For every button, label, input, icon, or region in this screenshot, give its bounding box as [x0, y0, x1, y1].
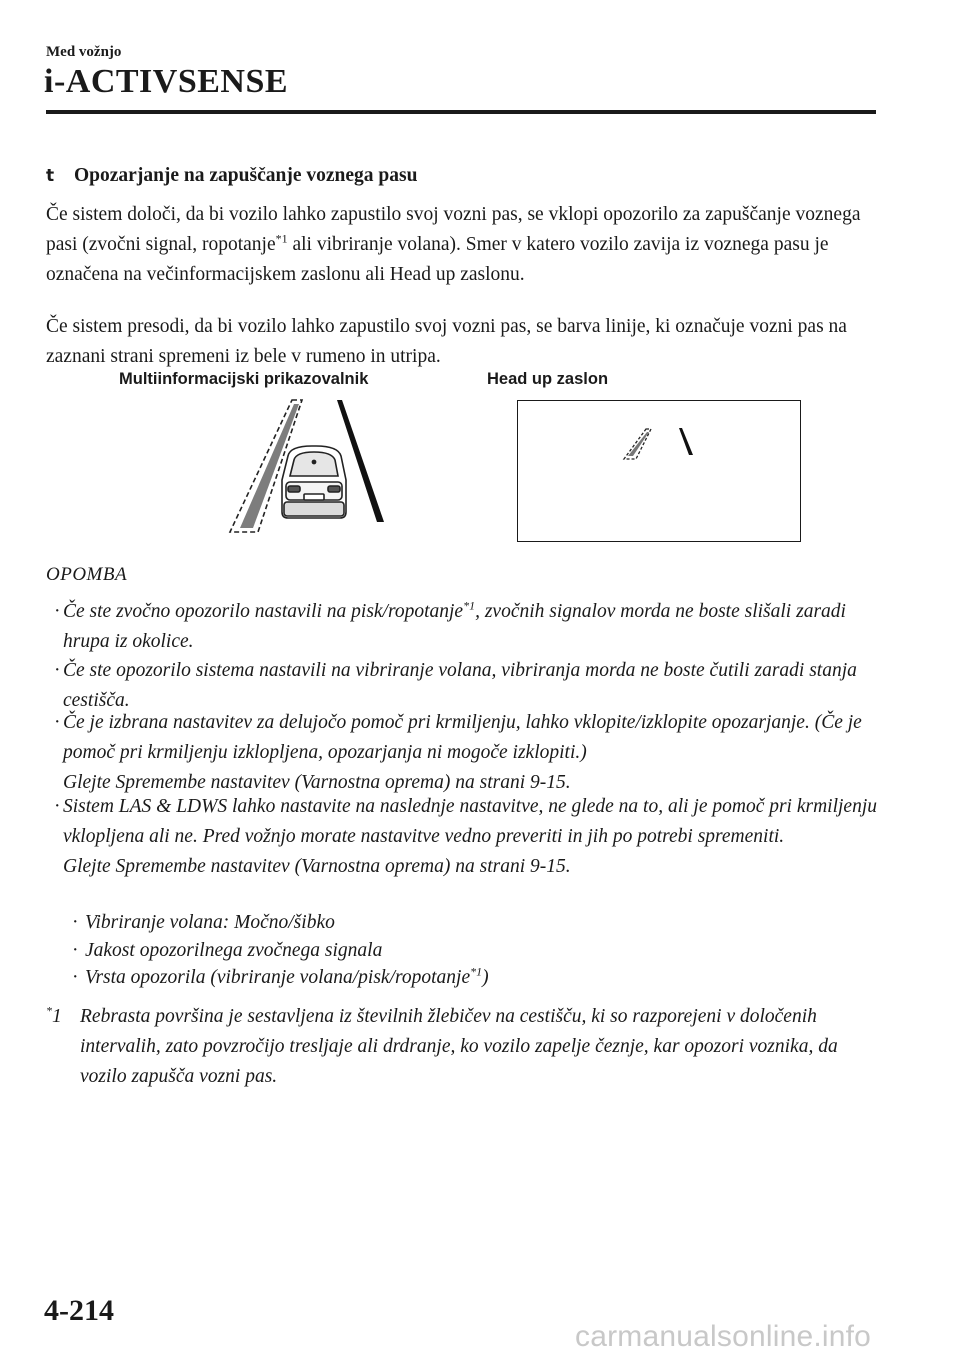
hud-right-lane-line — [679, 428, 693, 455]
bullet: · — [54, 601, 61, 622]
note-item-2 — [46, 656, 886, 716]
note-title: OPOMBA — [46, 564, 128, 585]
bullet: · — [54, 660, 61, 681]
car-icon — [282, 446, 346, 518]
heading-marker: t — [46, 166, 55, 186]
note2-text: Če ste opozorilo sistema nastavili na vibriranje volana, vibriranja morda ne boste čutili zaradi stanja cestišča. — [63, 660, 857, 711]
paragraph-2: Če sistem presodi, da bi vozilo lahko zapustilo svoj vozni pas, se barva linije, ki označuje vozni pas na zaznani strani spremeni iz bele v rumeno in utripa. — [46, 316, 847, 367]
bullet: · — [54, 712, 61, 733]
lane-departure-illustration — [200, 390, 450, 540]
sub-item-3 — [72, 963, 872, 993]
para1-text-a: Če sistem določi, da bi vozilo lahko zapustilo svoj vozni pas, se vklopi opozorilo za zapuščanje voznega pasi (zvočni signal, ropotanje — [46, 204, 861, 255]
head-up-display-illustration — [517, 400, 801, 542]
header-rule — [46, 110, 876, 114]
footnote-number: 1 — [52, 1006, 62, 1027]
section-title: i-ACTIVSENSE — [44, 63, 289, 100]
hud-lane-illustration — [518, 401, 802, 543]
bullet: · — [72, 967, 79, 988]
footnote-ref: *1 — [470, 964, 483, 979]
bullet: · — [72, 912, 79, 933]
note4-reference: Glejte Spremembe nastavitev (Varnostna oprema) na strani 9-15. — [63, 856, 571, 877]
paragraph-1 — [46, 200, 886, 290]
multiinfo-display-illustration — [200, 390, 450, 540]
note3-text: Če je izbrana nastavitev za delujočo pomoč pri krmiljenju, lahko vklopite/izklopite opozarjanje. (Če je pomoč pri krmiljenju izklopljena, opozarjanja ni mogoče izklopiti.) — [63, 712, 862, 763]
chapter-label: Med vožnjo — [46, 44, 122, 60]
note3-reference: Glejte Spremembe nastavitev (Varnostna oprema) na strani 9-15. — [63, 772, 571, 793]
note-item-4 — [46, 792, 886, 882]
sub2-text: Jakost opozorilnega zvočnega signala — [85, 940, 383, 961]
sub-item-1 — [72, 908, 872, 938]
sub1-text: Vibriranje volana: Močno/šibko — [85, 912, 335, 933]
sub-item-2 — [72, 936, 872, 966]
heading-text: Opozarjanje na zapuščanje voznega pasu — [74, 165, 418, 186]
sub3-text-b: ) — [482, 967, 489, 988]
footnote-ref: *1 — [275, 231, 288, 246]
note-item-1 — [46, 597, 886, 657]
footnote — [46, 1002, 886, 1092]
bullet: · — [72, 940, 79, 961]
sub3-text-a: Vrsta opozorila (vibriranje volana/pisk/ropotanje — [85, 967, 471, 988]
figure-label-hud: Head up zaslon — [487, 370, 609, 388]
bullet: · — [54, 796, 61, 817]
note-item-3 — [46, 708, 886, 798]
footnote-star: * — [46, 1003, 52, 1018]
page-number: 4-214 — [44, 1294, 114, 1327]
footnote-mark — [46, 1002, 62, 1032]
note1-text-b: , zvočnih signalov morda ne boste slišali zaradi hrupa iz okolice. — [63, 601, 846, 652]
footnote-text: Rebrasta površina je sestavljena iz številnih žlebičev na cestišču, ki so razporejeni v določenih intervalih, zato povzročijo tresljaje ali drdranje, ko vozilo zapelje čeznje, kar opozori voznika, da vozilo zapušča vozni pas. — [80, 1006, 838, 1087]
footnote-ref: *1 — [463, 598, 476, 613]
para1-text-b: ali vibriranje volana). Smer v katero vozilo zavija iz voznega pasu je označena na večinformacijskem zaslonu ali Head up zaslonu. — [46, 234, 829, 285]
subsection-heading — [46, 162, 886, 190]
note1-text-a: Če ste zvočno opozorilo nastavili na pisk/ropotanje — [63, 601, 464, 622]
figure-label-multiinfo: Multiinformacijski prikazovalnik — [119, 370, 369, 388]
note4-text: Sistem LAS & LDWS lahko nastavite na naslednje nastavitve, ne glede na to, ali je pomoč pri krmiljenju vklopljena ali ne. Pred vožnjo morate nastavitve vedno preveriti in jih po potrebi spremeniti. — [63, 796, 878, 847]
watermark: carmanualsonline.info — [575, 1320, 872, 1353]
hud-left-lane-fill — [628, 432, 649, 456]
